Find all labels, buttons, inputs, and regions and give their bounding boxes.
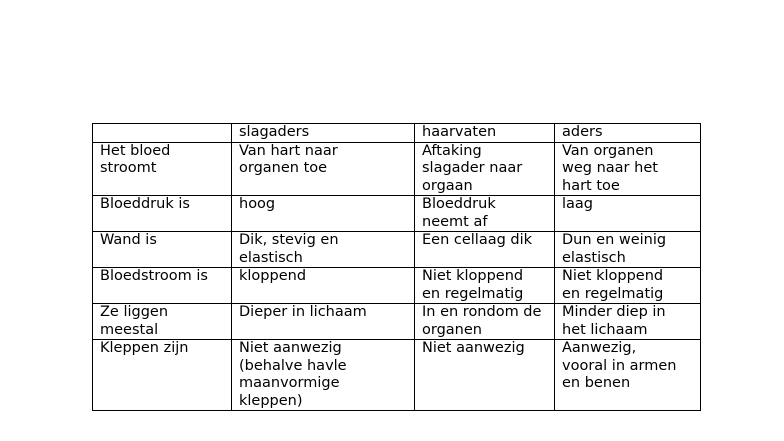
table-row — [93, 196, 701, 232]
table-cell: Dieper in lichaam — [232, 304, 415, 340]
table-cell: Aftaking slagader naar orgaan — [415, 142, 555, 196]
row-label-cell: Bloedstroom is — [93, 268, 232, 304]
row-label-cell: Wand is — [93, 232, 232, 268]
row-label-cell: Kleppen zijn — [93, 340, 232, 411]
table-cell: Een cellaag dik — [415, 232, 555, 268]
table-row — [93, 304, 701, 340]
table-cell: laag — [555, 196, 701, 232]
table-cell: kloppend — [232, 268, 415, 304]
table-row — [93, 232, 701, 268]
header-cell-empty — [93, 124, 232, 143]
table-cell: Van organen weg naar het hart toe — [555, 142, 701, 196]
table-row — [93, 268, 701, 304]
table-cell: hoog — [232, 196, 415, 232]
table-row — [93, 142, 701, 196]
header-cell-aders: aders — [555, 124, 701, 143]
table-cell: Niet kloppend en regelmatig — [415, 268, 555, 304]
comparison-table — [92, 123, 701, 411]
row-label-cell: Bloeddruk is — [93, 196, 232, 232]
row-label-cell: Ze liggen meestal — [93, 304, 232, 340]
table-cell: Minder diep in het lichaam — [555, 304, 701, 340]
table-cell: Aanwezig, vooral in armen en benen — [555, 340, 701, 411]
header-cell-slagaders: slagaders — [232, 124, 415, 143]
table-cell: Bloeddruk neemt af — [415, 196, 555, 232]
table-row — [93, 340, 701, 411]
table-cell: Dun en weinig elastisch — [555, 232, 701, 268]
header-row — [93, 124, 701, 143]
table-cell: In en rondom de organen — [415, 304, 555, 340]
table-cell: Niet kloppend en regelmatig — [555, 268, 701, 304]
header-cell-haarvaten: haarvaten — [415, 124, 555, 143]
table-cell: Dik, stevig en elastisch — [232, 232, 415, 268]
table-cell: Van hart naar organen toe — [232, 142, 415, 196]
table-cell: Niet aanwezig — [415, 340, 555, 411]
table-cell: Niet aanwezig (behalve havle maanvormige kleppen) — [232, 340, 415, 411]
row-label-cell: Het bloed stroomt — [93, 142, 232, 196]
